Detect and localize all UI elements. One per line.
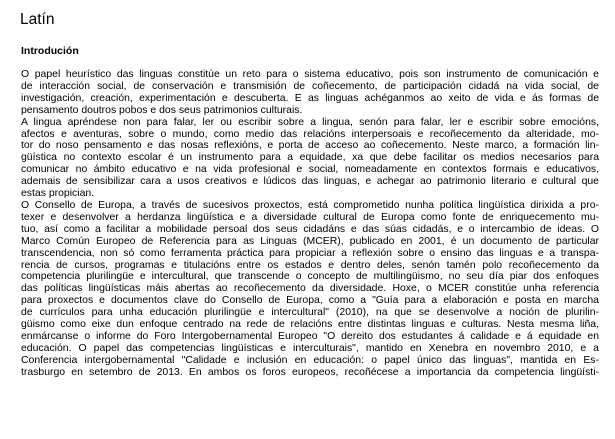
- paragraph-line: pensamento doutros pobos e dos seus patrimonios culturais.: [21, 104, 303, 116]
- paragraph: [21, 117, 599, 200]
- paragraph-line: estas propician.: [21, 188, 95, 200]
- paragraph-line: tuo, así como a facilitar a mobilidade persoal dos seus cidadáns e das súas cidadás, e o intercambio de ideas. O: [21, 223, 599, 235]
- section-heading: Introdución: [21, 45, 79, 57]
- paragraph-line: transcendencia, non só como ferramenta práctica para propiciar a reflexión sobre o ensino das linguas e a transpa-: [21, 247, 599, 259]
- paragraph: [21, 200, 599, 379]
- paragraph-line: trasburgo en setembro de 2013. En ambos os foros europeos, recoñécese a importancia da competencia lingüísti-: [21, 366, 599, 378]
- paragraph-line: rencia de cursos, programas e titulacións entre os estados e dentro deles, senón tamén polo recoñecemento da: [21, 259, 599, 271]
- paragraph-line: das políticas lingüísticas máis abertas ao recoñecemento da diversidade. Hoxe, o MCER constitúe unha referencia: [21, 283, 599, 295]
- paragraph-line: O papel heurístico das linguas constitúe un reto para o sistema educativo, pois son instrumento de comunicación e: [21, 69, 599, 80]
- paragraph-line: texer e desenvolver a herdanza lingüística e a diversidade cultural de Europa como fonte de enriquecemento mu-: [21, 211, 599, 223]
- paragraph-line: de interacción social, de conservación e transmisión de coñecemento, de participación cidadá na vida social, de: [21, 80, 599, 92]
- paragraph-line: de currículos para unha educación plurilingüe e intercultural" (2010), na que se desenvolve a noción de plurilin-: [21, 307, 599, 319]
- paragraph-line: A lingua apréndese non para falar, ler ou escribir sobre a lingua, senón para falar, ler e escribir sobre emocións,: [21, 116, 599, 128]
- paragraph-line: O Consello de Europa, a través de sucesivos proxectos, está comprometido nunha política lingüística dirixida a pro-: [21, 199, 599, 211]
- paragraph: [21, 69, 599, 117]
- paragraph-line: güística no contexto escolar é un instrumento para a equidade, xa que debe facilitar os medios necesarios para: [21, 152, 599, 164]
- paragraph-line: Conferencia intergobernamental "Calidade e inclusión en educación: o papel único das linguas", mantida en Es-: [21, 354, 599, 366]
- paragraph-line: enmárcanse o informe do Foro Intergobernamental Europeo "O dereito dos estudantes á calidade e á equidade en: [21, 330, 599, 342]
- paragraph-line: Marco Común Europeo de Referencia para as Linguas (MCER), publicado en 2001, é un documento de particular: [21, 235, 599, 247]
- document-body: [21, 69, 599, 379]
- document-title: Latín: [20, 11, 55, 28]
- paragraph-line: investigación, creación, experimentación e descuberta. E as linguas achéganmos ao xeito de vida e ás formas de: [21, 92, 599, 104]
- paragraph-line: comunicar no ámbito educativo e na vida profesional e social, nomeadamente en contextos formais e educativos,: [21, 164, 599, 176]
- paragraph-line: competencia plurilingüe e intercultural, que transcende o concepto de multilingüismo, no seu día piar dos enfoques: [21, 271, 599, 283]
- paragraph-line: güismo como eixe dun enfoque centrado na rede de relacións entre distintas linguas e culturas. Nesta mesma liña,: [21, 319, 599, 331]
- paragraph-line: educación. O papel das competencias lingüísticas e interculturais", mantido en Xenebra en novembro 2010, e a: [21, 342, 599, 354]
- paragraph-line: afectos e aventuras, sobre o mundo, como medio das relacións interpersoais e recoñecemento da alteridade, mo-: [21, 128, 599, 140]
- paragraph-line: para proxectos e documentos clave do Consello de Europa, como a "Guía para a elaboración e posta en marcha: [21, 295, 599, 307]
- paragraph-line: tor do noso pensamento e das nosas reflexións, e porta de acceso ao coñecemento. Neste marco, a formación lin-: [21, 140, 599, 152]
- paragraph-line: ademais de sensibilizar cara a usos creativos e lúdicos das linguas, e achegar ao patrimonio literario e cultural que: [21, 176, 599, 188]
